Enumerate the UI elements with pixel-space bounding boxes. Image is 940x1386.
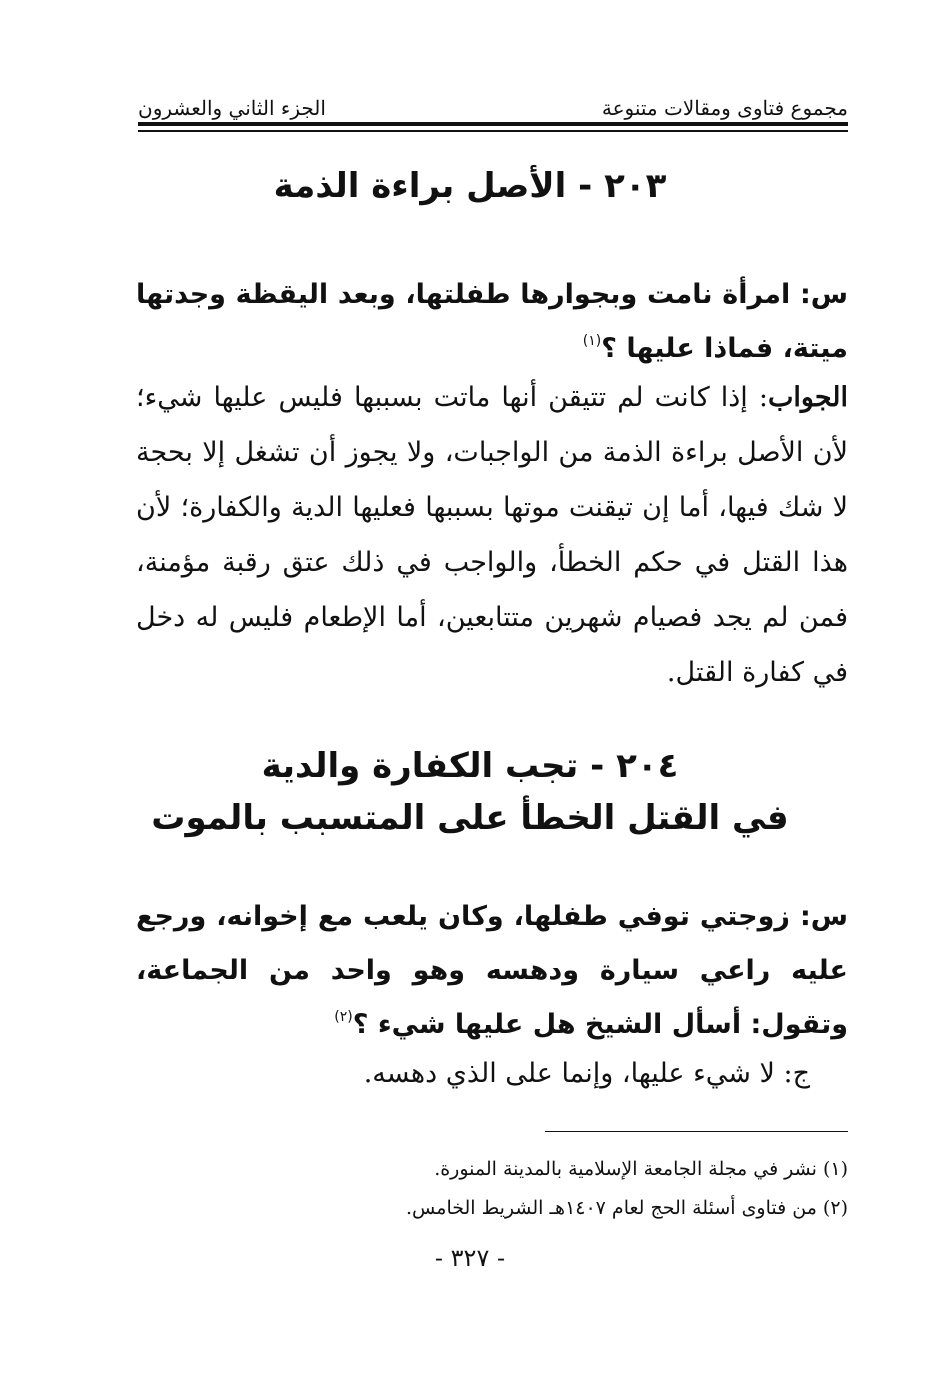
footnote-1: (١) نشر في مجلة الجامعة الإسلامية بالمدينة المنورة. <box>434 1158 848 1180</box>
footnote-2: (٢) من فتاوى أسئلة الحج لعام ١٤٠٧هـ الشريط الخامس. <box>406 1197 848 1219</box>
section-title-204-line2: في القتل الخطأ على المتسبب بالموت <box>151 798 789 838</box>
question-text: س: امرأة نامت وبجوارها طفلتها، وبعد اليقظة وجدتها ميتة، فماذا عليها ؟ <box>136 279 848 364</box>
header-volume: الجزء الثاني والعشرون <box>138 96 326 120</box>
question-text: س: زوجتي توفي طفلها، وكان يلعب مع إخوانه، ورجع عليه راعي سيارة ودهسه وهو واحد من الجماعة، وتقول: أسأل الشيخ هل عليها شيء ؟ <box>136 901 848 1040</box>
answer-203 <box>136 370 848 700</box>
answer-lead: الجواب <box>767 382 848 413</box>
footnote-ref-1[interactable]: (١) <box>582 333 602 349</box>
page-number: - ٣٢٧ - <box>434 1244 506 1272</box>
header-book-title: مجموع فتاوى ومقالات متنوعة <box>601 96 848 120</box>
section-title-203: ٢٠٣ - الأصل براءة الذمة <box>273 166 667 206</box>
footnote-ref-2[interactable]: (٢) <box>334 1009 353 1025</box>
header-rule-thick <box>138 122 848 126</box>
header-rule-thin <box>138 130 848 132</box>
footnote-separator <box>545 1131 848 1132</box>
running-header <box>138 84 848 120</box>
answer-204: ج: لا شيء عليها، وإنما على الذي دهسه. <box>363 1058 810 1089</box>
answer-text: : إذا كانت لم تتيقن أنها ماتت بسببها فليس عليها شيء؛ لأن الأصل براءة الذمة من الواجبات، ولا يجوز أن تشغل إلا بحجة لا شك فيها، أما إن تيقنت موتها بسببها فعليها الدية والكفارة؛ لأن هذا القتل في حكم الخطأ، والواجب في ذلك عتق رقبة مؤمنة، فمن لم يجد فصيام شهرين متتابعين، أما الإطعام فليس له دخل في كفارة القتل. <box>136 382 848 688</box>
question-203 <box>136 268 848 376</box>
question-204 <box>136 890 848 1052</box>
section-title-204-line1: ٢٠٤ - تجب الكفارة والدية <box>261 746 679 786</box>
